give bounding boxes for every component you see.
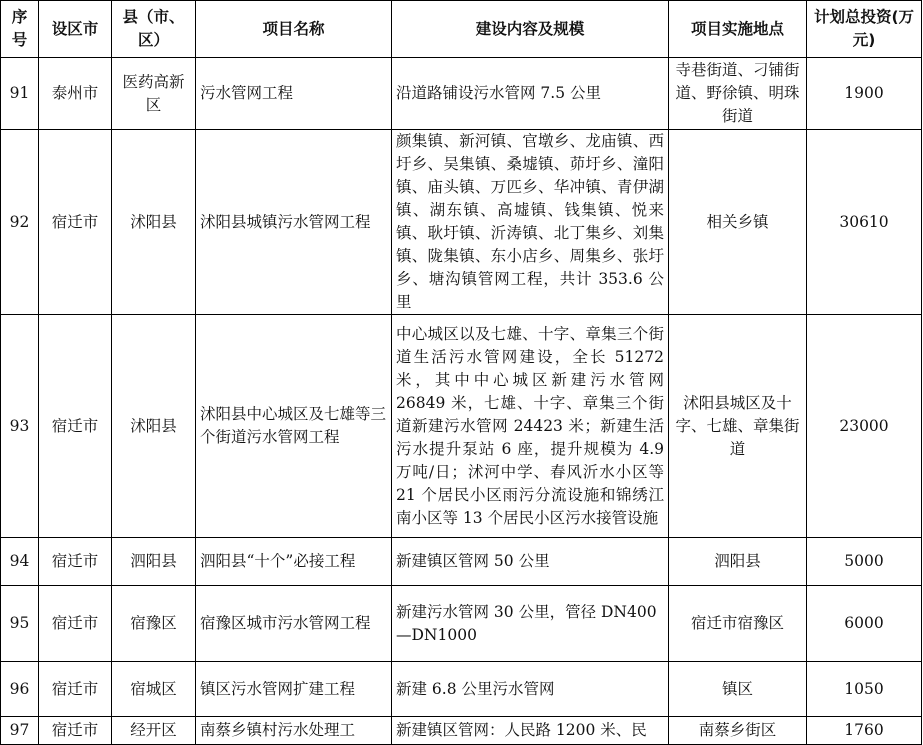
table-row — [1, 130, 922, 315]
cell-name: 镇区污水管网扩建工程 — [196, 662, 392, 717]
cell-content: 新建镇区管网：人民路 1200 米、民 — [392, 717, 669, 745]
table-row — [1, 662, 922, 717]
cell-investment: 5000 — [807, 538, 922, 586]
cell-name: 宿豫区城市污水管网工程 — [196, 586, 392, 662]
table-row — [1, 586, 922, 662]
cell-county: 宿豫区 — [112, 586, 196, 662]
cell-content: 新建镇区管网 50 公里 — [392, 538, 669, 586]
cell-city: 宿迁市 — [39, 315, 112, 538]
cell-index: 95 — [1, 586, 39, 662]
cell-investment: 1760 — [807, 717, 922, 745]
cell-content: 新建 6.8 公里污水管网 — [392, 662, 669, 717]
cell-investment: 1900 — [807, 58, 922, 130]
table-row — [1, 717, 922, 745]
cell-content: 颜集镇、新河镇、官墩乡、龙庙镇、西圩乡、吴集镇、桑墟镇、茆圩乡、潼阳镇、庙头镇、万匹乡、华冲镇、青伊湖镇、湖东镇、高墟镇、钱集镇、悦来镇、耿圩镇、沂涛镇、北丁集乡、刘集镇、陇集镇、东小店乡、周集乡、张圩乡、塘沟镇管网工程，共计 353.6 公里 — [392, 130, 669, 315]
cell-county: 沭阳县 — [112, 315, 196, 538]
cell-city: 宿迁市 — [39, 662, 112, 717]
cell-county: 宿城区 — [112, 662, 196, 717]
header-row — [1, 1, 922, 58]
header-county: 县（市、区） — [112, 1, 196, 58]
header-name: 项目名称 — [196, 1, 392, 58]
cell-city: 宿迁市 — [39, 586, 112, 662]
cell-investment: 6000 — [807, 586, 922, 662]
cell-content: 新建污水管网 30 公里，管径 DN400—DN1000 — [392, 586, 669, 662]
cell-investment: 23000 — [807, 315, 922, 538]
table-row — [1, 58, 922, 130]
cell-investment: 1050 — [807, 662, 922, 717]
table-row — [1, 538, 922, 586]
cell-name: 污水管网工程 — [196, 58, 392, 130]
cell-county: 沭阳县 — [112, 130, 196, 315]
cell-index: 93 — [1, 315, 39, 538]
header-city: 设区市 — [39, 1, 112, 58]
header-content: 建设内容及规模 — [392, 1, 669, 58]
cell-index: 91 — [1, 58, 39, 130]
cell-location: 南蔡乡街区 — [669, 717, 807, 745]
cell-location: 镇区 — [669, 662, 807, 717]
cell-city: 宿迁市 — [39, 130, 112, 315]
cell-index: 97 — [1, 717, 39, 745]
cell-investment: 30610 — [807, 130, 922, 315]
header-investment: 计划总投资(万元) — [807, 1, 922, 58]
header-location: 项目实施地点 — [669, 1, 807, 58]
cell-name: 泗阳县“十个”必接工程 — [196, 538, 392, 586]
cell-location: 相关乡镇 — [669, 130, 807, 315]
cell-index: 94 — [1, 538, 39, 586]
table-row — [1, 315, 922, 538]
cell-county: 经开区 — [112, 717, 196, 745]
cell-name: 沭阳县城镇污水管网工程 — [196, 130, 392, 315]
cell-content: 中心城区以及七雄、十字、章集三个街道生活污水管网建设，全长 51272 米，其中中心城区新建污水管网 26849 米，七雄、十字、章集三个街道新建污水管网 24423 米；新建生活污水提升泵站 6 座，提升规模为 4.9 万吨/日；沭河中学、春风沂水小区等 21 个居民小区雨污分流设施和锦绣江南小区等 13 个居民小区污水接管设施 — [392, 315, 669, 538]
cell-city: 宿迁市 — [39, 717, 112, 745]
header-index: 序号 — [1, 1, 39, 58]
cell-name: 南蔡乡镇村污水处理工 — [196, 717, 392, 745]
cell-name: 沭阳县中心城区及七雄等三个街道污水管网工程 — [196, 315, 392, 538]
cell-location: 宿迁市宿豫区 — [669, 586, 807, 662]
cell-city: 泰州市 — [39, 58, 112, 130]
cell-county: 医药高新区 — [112, 58, 196, 130]
cell-index: 96 — [1, 662, 39, 717]
cell-location: 寺巷街道、刁铺街道、野徐镇、明珠街道 — [669, 58, 807, 130]
cell-location: 泗阳县 — [669, 538, 807, 586]
cell-content: 沿道路铺设污水管网 7.5 公里 — [392, 58, 669, 130]
cell-location: 沭阳县城区及十字、七雄、章集街道 — [669, 315, 807, 538]
cell-city: 宿迁市 — [39, 538, 112, 586]
cell-index: 92 — [1, 130, 39, 315]
cell-county: 泗阳县 — [112, 538, 196, 586]
